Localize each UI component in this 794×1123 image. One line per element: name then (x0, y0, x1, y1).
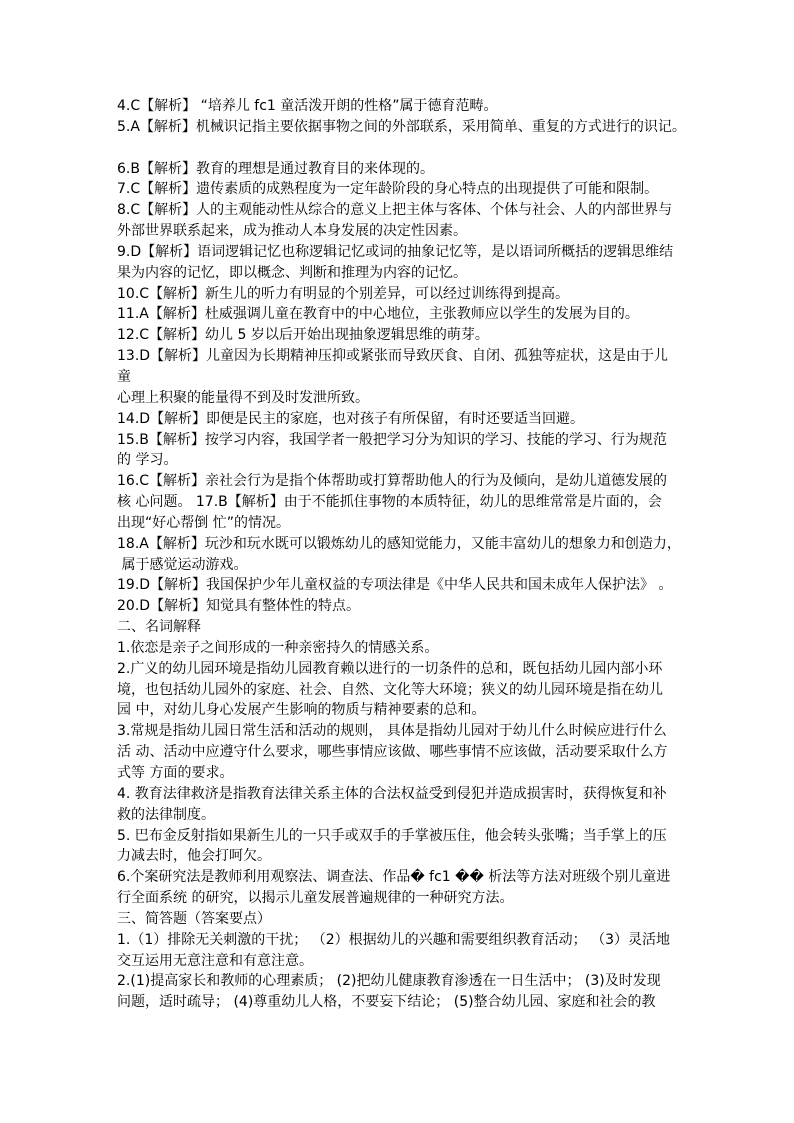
answer-line: 19.D【解析】我国保护少年儿童权益的专项法律是《中华人民共和国未成年人保护法》 。 (117, 577, 673, 594)
answer-line: 6.个案研究法是教师利用观察法、调查法、作品� fc1 �� 析法等方法对班级个别儿童进 (117, 869, 671, 886)
answer-line: 问题，适时疏导； (4)尊重幼儿人格，不要妄下结论； (5)整合幼儿园、家庭和社会的教 (117, 994, 656, 1011)
answer-line: 9.D【解析】语词逻辑记忆也称逻辑记忆或词的抽象记忆等，是以语词所概括的逻辑思维结 (117, 243, 674, 260)
term-explanation-section (117, 617, 697, 909)
answer-line: 12.C【解析】幼儿 5 岁以后开始出现抽象逻辑思维的萌芽。 (117, 327, 489, 344)
answer-line: 出现“好心帮倒 忙”的情况。 (117, 514, 290, 531)
answer-line: 2.(1)提高家长和教师的心理素质； (2)把幼儿健康教育渗透在一日生活中； (3)及时发现 (117, 973, 661, 990)
answer-line: 活 动、活动中应遵守什么要求，哪些事情应该做、哪些事情不应该做，活动要采取什么方 (117, 744, 668, 761)
short-answer-section (117, 909, 697, 1013)
blank-line (117, 138, 697, 159)
answer-line: 力减去时，他会打呵欠。 (117, 848, 271, 865)
answer-line: 2.广义的幼儿园环境是指幼儿园教育赖以进行的一切条件的总和，既包括幼儿园内部小环 (117, 660, 663, 677)
answer-line: 救的法律制度。 (117, 806, 215, 823)
answer-line: 心理上积聚的能量得不到及时发泄所致。 (117, 389, 369, 406)
answer-line: 童 (117, 368, 131, 385)
answer-line: 属于感觉运动游戏。 (117, 556, 248, 573)
answer-line: 式等 方面的要求。 (117, 765, 234, 781)
answer-line: 交互运用无意注意和有意注意。 (117, 952, 313, 969)
answer-line: 5.A【解析】机械识记指主要依据事物之间的外部联系，采用简单、重复的方式进行的识记。 (117, 118, 686, 135)
answer-line: 11.A【解析】杜威强调儿童在教育中的中心地位，主张教师应以学生的发展为目的。 (117, 306, 639, 323)
answer-line: 14.D【解析】即便是民主的家庭，也对孩子有所保留，有时还要适当回避。 (117, 410, 585, 427)
answer-line: 境，也包括幼儿园外的家庭、社会、自然、文化等大环境；狭义的幼儿园环境是指在幼儿 (117, 681, 663, 698)
section-heading: 三、简答题（答案要点） (117, 910, 271, 927)
answer-line: 5. 巴布金反射指如果新生儿的一只手或双手的手掌被压住，他会转头张嘴；当手掌上的压 (117, 827, 667, 844)
answer-line: 核 心问题。 17.B【解析】由于不能抓住事物的本质特征，幼儿的思维常常是片面的，会 (117, 494, 662, 511)
answer-line: 20.D【解析】知觉具有整体性的特点。 (117, 598, 361, 615)
answer-line: 16.C【解析】亲社会行为是指个体帮助或打算帮助他人的行为及倾向，是幼儿道德发展的 (117, 473, 668, 490)
answer-line: 果为内容的记忆，即以概念、判断和推理为内容的记忆。 (117, 264, 467, 281)
answer-line: 18.A【解析】玩沙和玩水既可以锻炼幼儿的感知觉能力，又能丰富幼儿的想象力和创造力， (117, 535, 681, 552)
section-heading: 二、名词解释 (117, 619, 201, 636)
answer-line: 10.C【解析】新生儿的听力有明显的个别差异，可以经过训练得到提高。 (117, 285, 570, 302)
answer-line: 6.B【解析】教育的理想是通过教育目的来体现的。 (117, 160, 434, 177)
answer-line: 3.常规是指幼儿园日常生活和活动的规则， 具体是指幼儿园对于幼儿什么时候应进行什么 (117, 723, 667, 740)
answer-line: 4.C【解析】 “培养儿 fc1 童活泼开朗的性格”属于德育范畴。 (117, 98, 498, 114)
answer-line: 15.B【解析】按学习内容，我国学者一般把学习分为知识的学习、技能的学习、行为规范 (117, 431, 667, 448)
answer-line: 1.依恋是亲子之间形成的一种亲密持久的情感关系。 (117, 639, 439, 656)
answer-line: 外部世界联系起来，成为推动人本身发展的决定性因素。 (117, 223, 467, 240)
answer-line: 13.D【解析】儿童因为长期精神压抑或紧张而导致厌食、自闭、孤独等症状，这是由于儿 (117, 348, 669, 365)
answer-line: 行全面系统 的研究，以揭示儿童发展普遍规律的一种研究方法。 (117, 890, 514, 907)
answer-line: 8.C【解析】人的主观能动性从综合的意义上把主体与客体、个体与社会、人的内部世界与 (117, 202, 673, 219)
document-body (117, 96, 697, 1013)
answer-line: 7.C【解析】遗传素质的成熟程度为一定年龄阶段的身心特点的出现提供了可能和限制。 (117, 181, 659, 198)
answer-line: 园 中，对幼儿身心发展产生影响的物质与精神要素的总和。 (117, 702, 486, 719)
single-choice-answers (117, 96, 697, 617)
answer-line: 1.（1）排除无关刺激的干扰； （2）根据幼儿的兴趣和需要组织教育活动； （3）灵活地 (117, 931, 670, 948)
answer-line: 的 学习。 (117, 452, 178, 469)
answer-line: 4. 教育法律救济是指教育法律关系主体的合法权益受到侵犯并造成损害时，获得恢复和补 (117, 785, 667, 802)
